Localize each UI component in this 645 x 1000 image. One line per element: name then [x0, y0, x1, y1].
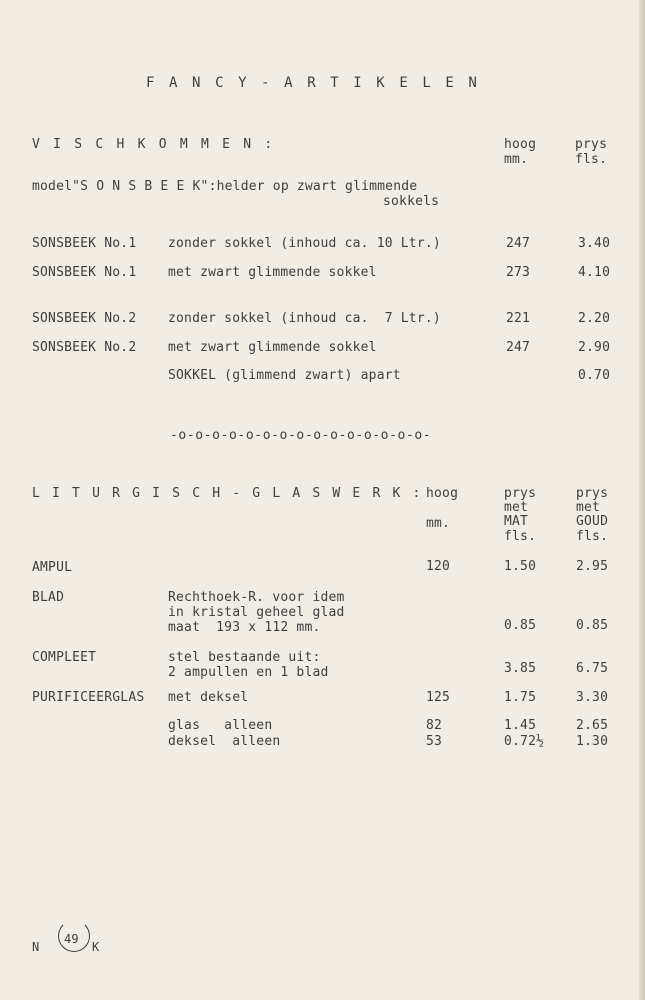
row-hoog: 125 — [426, 690, 451, 705]
row-mat: 0.72½ — [504, 734, 545, 749]
row-mat: 1.50 — [504, 559, 537, 574]
col-goud-header: fls. — [576, 529, 609, 544]
row-name: SONSBEEK No.2 — [32, 340, 137, 355]
col-prys-unit: fls. — [575, 152, 608, 167]
row-hoog: 247 — [506, 340, 531, 355]
col-mat-header: prys — [504, 486, 537, 501]
row-hoog: 53 — [426, 734, 443, 749]
row-mat: 1.75 — [504, 690, 537, 705]
row-name: PURIFICEERGLAS — [32, 690, 145, 705]
section-heading-vischkommen: VISCHKOMMEN: — [32, 137, 286, 152]
col-goud-header: prys — [576, 486, 609, 501]
row-prys: 3.40 — [578, 236, 611, 251]
row-goud: 0.85 — [576, 618, 609, 633]
row-prys: 0.70 — [578, 368, 611, 383]
col-hoog-unit: mm. — [504, 152, 529, 167]
row-name: SONSBEEK No.1 — [32, 236, 137, 251]
row-desc: Rechthoek-R. voor idem — [168, 590, 345, 605]
row-goud: 2.65 — [576, 718, 609, 733]
model-line: model"S O N S B E E K":helder op zwart glimmende — [32, 179, 418, 194]
col-mat-header: met — [504, 500, 529, 515]
footer-left-letter: N — [32, 940, 40, 954]
row-desc: glas alleen — [168, 718, 273, 733]
separator-line: -o-o-o-o-o-o-o-o-o-o-o-o-o-o-o- — [170, 428, 432, 443]
row-mat: 0.85 — [504, 618, 537, 633]
row-name: COMPLEET — [32, 650, 97, 665]
row-desc: deksel alleen — [168, 734, 281, 749]
page-title: FANCY-ARTIKELEN — [146, 75, 492, 91]
row-hoog: 247 — [506, 236, 531, 251]
page-edge — [639, 0, 645, 1000]
model-line-cont: sokkels — [383, 194, 440, 209]
page-number: 49 — [64, 932, 79, 946]
footer-right-letter: K — [92, 940, 100, 954]
row-goud: 1.30 — [576, 734, 609, 749]
row-desc: zonder sokkel (inhoud ca. 10 Ltr.) — [168, 236, 441, 251]
row-prys: 2.90 — [578, 340, 611, 355]
section-heading-liturgisch: LITURGISCH-GLASWERK: — [32, 486, 433, 501]
row-desc: met zwart glimmende sokkel — [168, 340, 377, 355]
row-hoog: 82 — [426, 718, 443, 733]
row-name: BLAD — [32, 590, 65, 605]
row-mat: 1.45 — [504, 718, 537, 733]
row-hoog: 221 — [506, 311, 531, 326]
row-goud: 6.75 — [576, 661, 609, 676]
row-prys: 2.20 — [578, 311, 611, 326]
row-desc: met zwart glimmende sokkel — [168, 265, 377, 280]
row-goud: 3.30 — [576, 690, 609, 705]
row-desc: stel bestaande uit: — [168, 650, 321, 665]
row-hoog: 120 — [426, 559, 451, 574]
col-mat-header: fls. — [504, 529, 537, 544]
row-name: AMPUL — [32, 560, 73, 575]
row-goud: 2.95 — [576, 559, 609, 574]
row-mat: 3.85 — [504, 661, 537, 676]
row-desc: zonder sokkel (inhoud ca. 7 Ltr.) — [168, 311, 441, 326]
col-mat-header: MAT — [504, 514, 529, 529]
col-prys: prys — [575, 137, 608, 152]
col-hoog-unit: mm. — [426, 516, 451, 531]
row-prys: 4.10 — [578, 265, 611, 280]
row-desc: maat 193 x 112 mm. — [168, 620, 321, 635]
col-goud-header: GOUD — [576, 514, 609, 529]
row-desc: SOKKEL (glimmend zwart) apart — [168, 368, 401, 383]
row-desc: 2 ampullen en 1 blad — [168, 665, 329, 680]
col-hoog: hoog — [504, 137, 537, 152]
row-name: SONSBEEK No.1 — [32, 265, 137, 280]
row-desc: met deksel — [168, 690, 249, 705]
row-desc: in kristal geheel glad — [168, 605, 345, 620]
row-name: SONSBEEK No.2 — [32, 311, 137, 326]
col-goud-header: met — [576, 500, 601, 515]
col-hoog: hoog — [426, 486, 459, 501]
row-hoog: 273 — [506, 265, 531, 280]
